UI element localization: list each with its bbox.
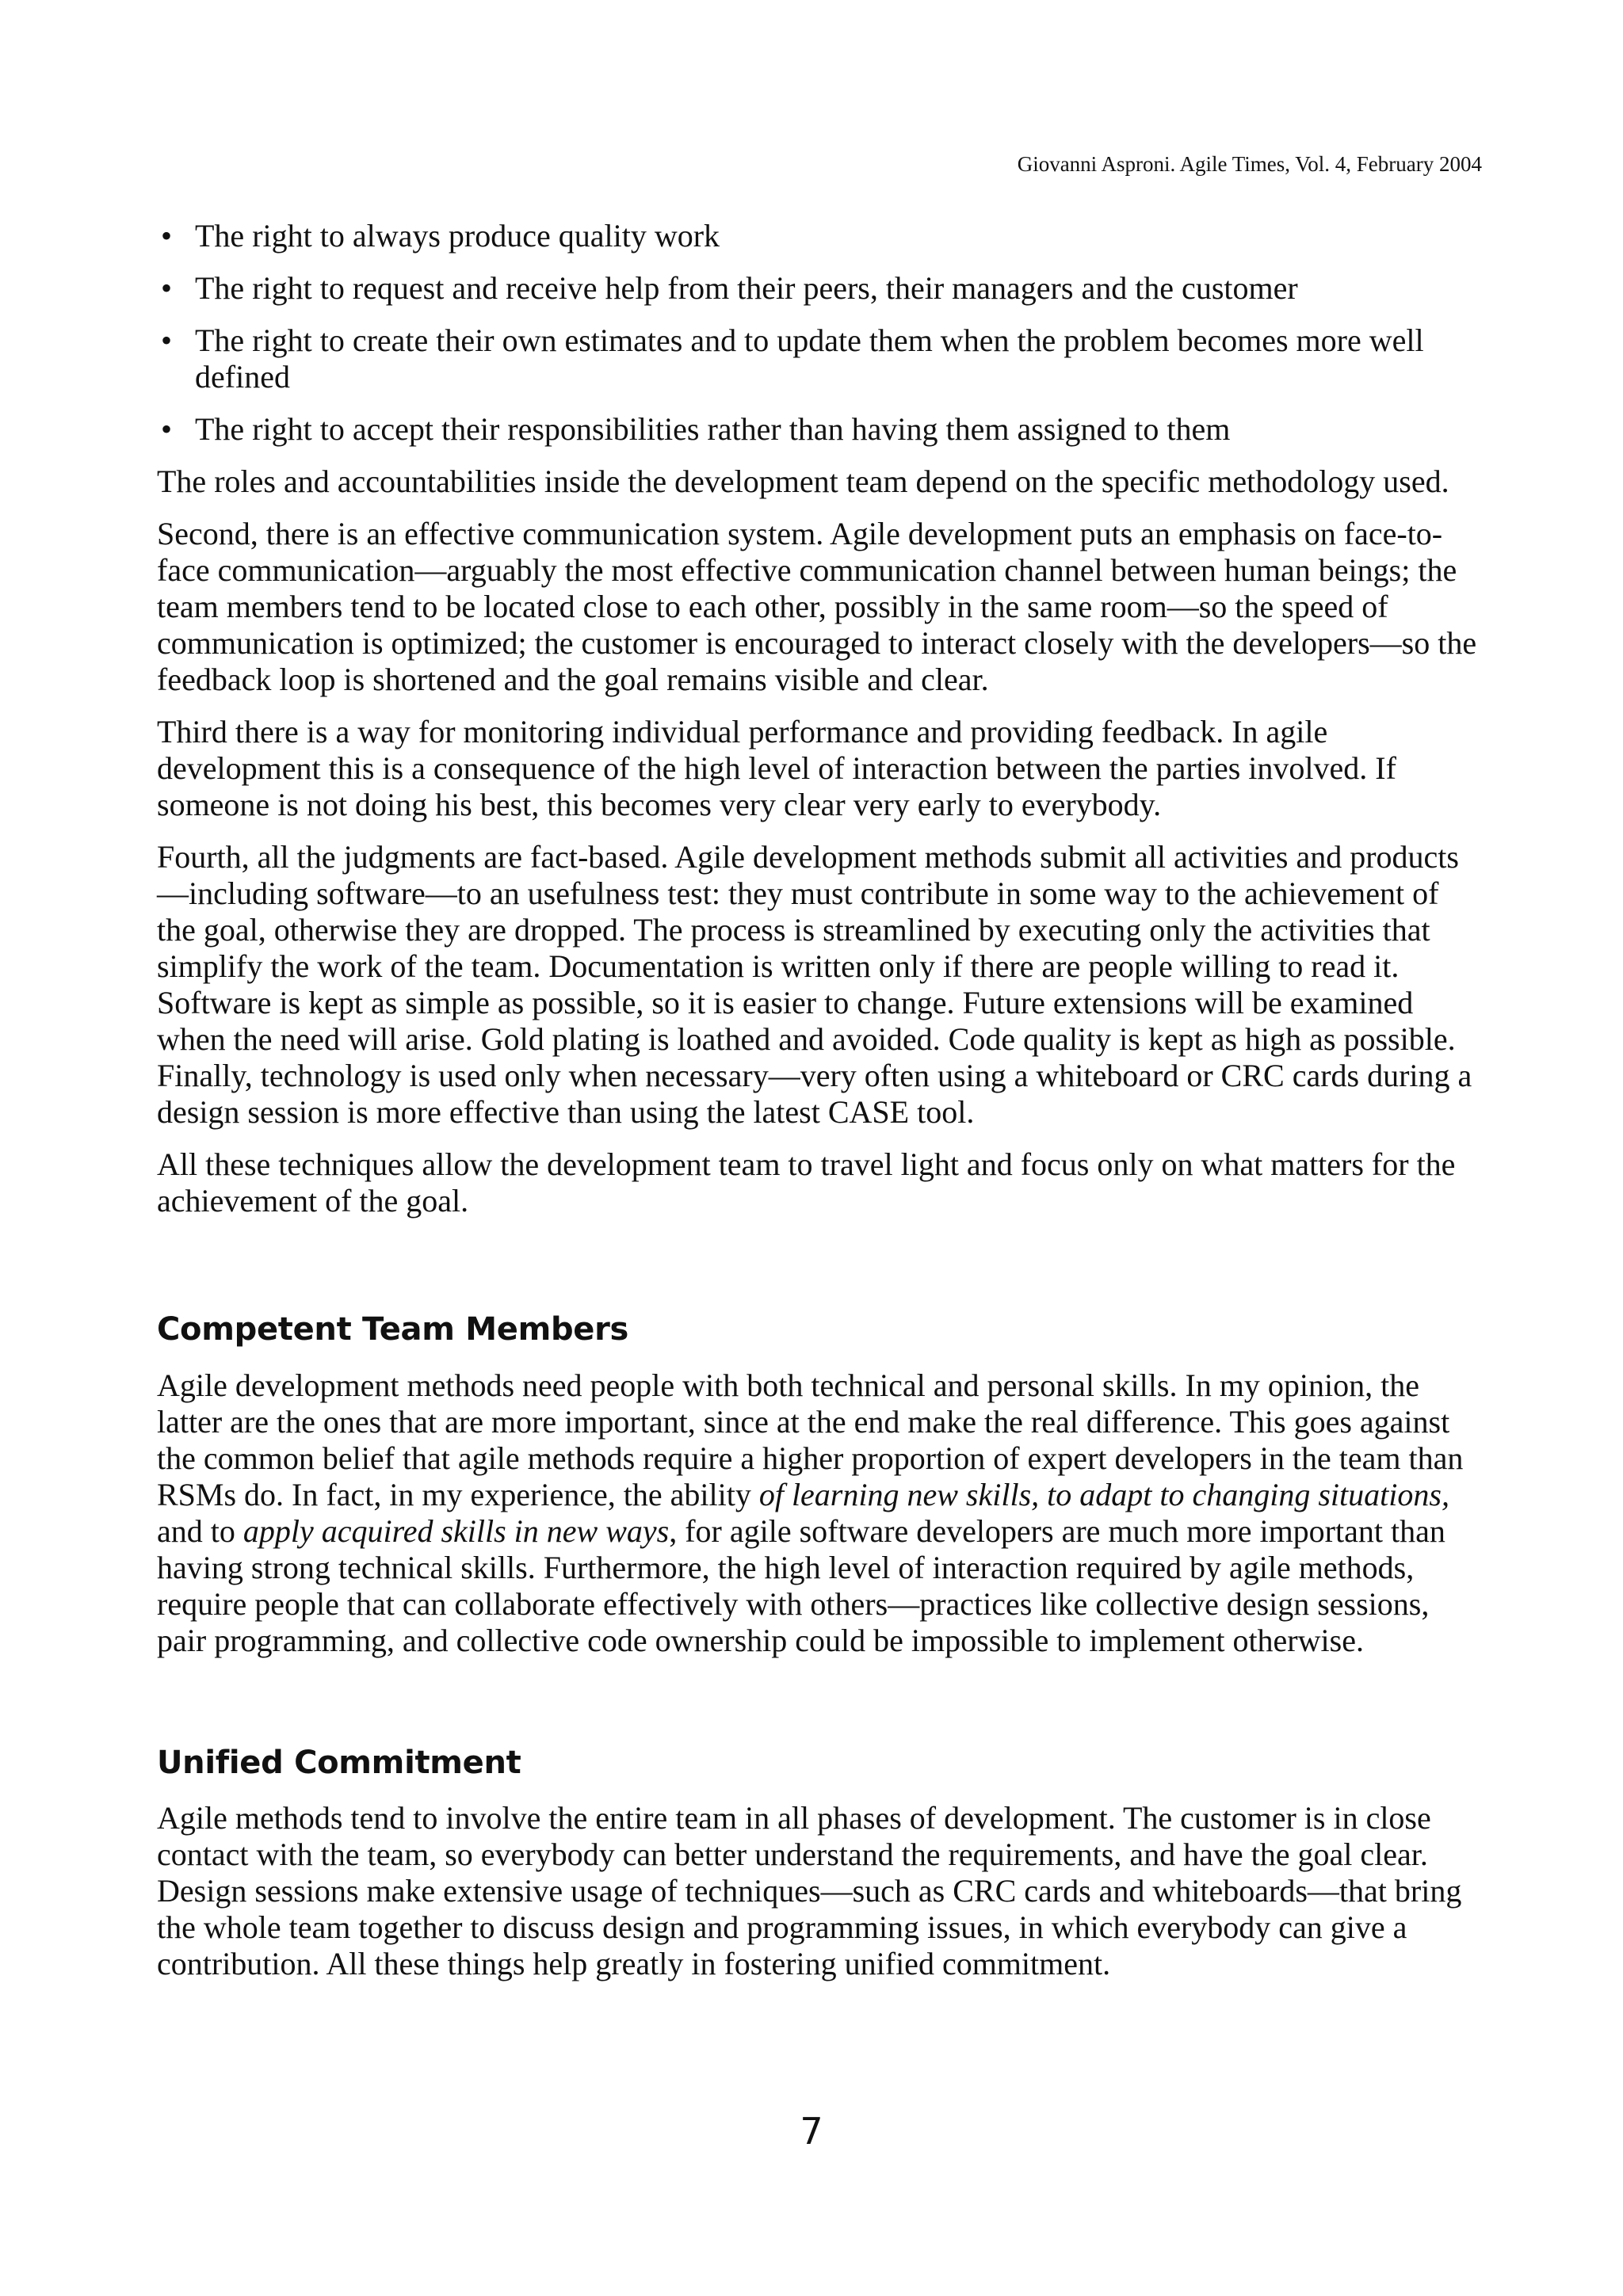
- list-item-text: The right to always produce quality work: [195, 218, 720, 254]
- bullet-icon: •: [160, 322, 172, 358]
- list-item: [157, 218, 1482, 254]
- paragraph-roles: The roles and accountabilities inside the development team depend on the specific methodology used.: [157, 463, 1449, 499]
- unified-section-body: [157, 1800, 1482, 1998]
- bullet-icon: •: [160, 218, 172, 254]
- page-number: 7: [800, 2110, 823, 2153]
- list-item: [157, 411, 1482, 448]
- list-item-text: The right to request and receive help from their peers, their managers and the customer: [195, 270, 1298, 306]
- intro-paragraphs: [157, 463, 1482, 1235]
- italic-run: of learning new skills, to adapt to changing situations,: [758, 1477, 1449, 1512]
- competent-section-body: [157, 1367, 1482, 1675]
- heading-competent-team-members: Competent Team Members: [157, 1311, 629, 1348]
- running-header: Giovanni Asproni. Agile Times, Vol. 4, February 2004: [1017, 152, 1482, 176]
- text-run: , for agile software developers are much more important than having strong technical skills. Furthermore, the high level of interaction required by agile methods, require people that can collaborate effectively with others—practices like collective design sessions, pair programming, and collective code ownership could be impossible to implement otherwise.: [157, 1513, 1445, 1658]
- paragraph-travel-light: All these techniques allow the development team to travel light and focus only on what matters for the achievement of the goal.: [157, 1146, 1456, 1219]
- paragraph-fact-based: Fourth, all the judgments are fact-based. Agile development methods submit all activities and products—including software—to an usefulness test: they must contribute in some way to the achievement of the goal, otherwise they are dropped. The process is streamlined by executing only the activities that simplify the work of the team. Documentation is written only if there are people willing to read it. Software is kept as simple as possible, so it is easier to change. Future extensions will be examined when the need will arise. Gold plating is loathed and avoided. Code quality is kept as high as possible. Finally, technology is used only when necessary—very often using a whiteboard or CRC cards during a design session is more effective than using the latest CASE tool.: [157, 839, 1472, 1130]
- text-run: and to: [157, 1513, 243, 1549]
- heading-unified-commitment: Unified Commitment: [157, 1745, 521, 1781]
- bullet-icon: •: [160, 411, 172, 447]
- list-item-text: The right to create their own estimates and to update them when the problem becomes more well defined: [195, 322, 1424, 395]
- bullet-icon: •: [160, 270, 172, 306]
- list-item-text: The right to accept their responsibilities rather than having them assigned to them: [195, 411, 1231, 447]
- paragraph-unified-commitment: Agile methods tend to involve the entire team in all phases of development. The customer is in close contact with the team, so everybody can better understand the requirements, and have the goal clear. Design sessions make extensive usage of techniques—such as CRC cards and whiteboards—that bring the whole team together to discuss design and programming issues, in which everybody can give a contribution. All these things help greatly in fostering unified commitment.: [157, 1800, 1462, 1981]
- list-item: [157, 270, 1482, 307]
- paragraph-competent-team: [157, 1367, 1482, 1659]
- text-run: Agile development methods need people with both technical and personal skills. In my opinion, the latter are the ones that are more important, since at the end make the real difference. This goes against the common belief that agile methods require a higher proportion of expert developers in the team than RSMs do. In fact, in my experience, the ability: [157, 1367, 1464, 1512]
- italic-run: apply acquired skills in new ways: [242, 1513, 670, 1549]
- paragraph-communication: Second, there is an effective communication system. Agile development puts an emphasis on face-to-face communication—arguably the most effective communication channel between human beings; the team members tend to be located close to each other, possibly in the same room—so the speed of communication is optimized; the customer is encouraged to interact closely with the developers—so the feedback loop is shortened and the goal remains visible and clear.: [157, 516, 1477, 697]
- list-item: [157, 322, 1482, 395]
- rights-list: [157, 218, 1482, 463]
- paragraph-monitoring: Third there is a way for monitoring individual performance and providing feedback. In agile development this is a consequence of the high level of interaction between the parties involved. If someone is not doing his best, this becomes very clear very early to everybody.: [157, 714, 1396, 822]
